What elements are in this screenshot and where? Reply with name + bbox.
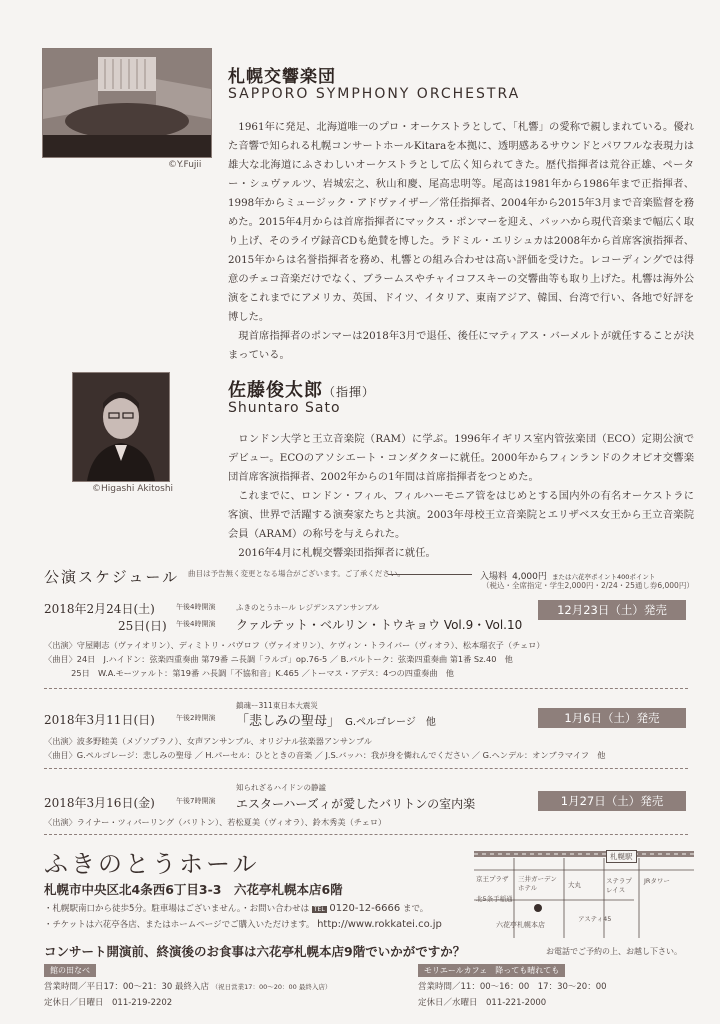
price-points: または六花亭ポイント400ポイント	[551, 573, 656, 581]
photo-credit: ©Higashi Akitoshi	[92, 484, 174, 494]
conductor-bio-paragraph: 2016年4月に札幌交響楽団指揮者に就任。	[238, 547, 436, 559]
concert-time: 午後7時開演	[176, 797, 216, 805]
phone-number[interactable]: 0120-12-6666	[329, 903, 401, 914]
conductor-bio	[228, 430, 694, 563]
shop-hours: 営業時間／11：00～16：00 17：30～20：00	[418, 982, 607, 992]
hours-note: （祝日営業17：00～20：00 最終入店）	[211, 983, 332, 991]
conductor-photo	[72, 372, 170, 482]
concert-series: ふきのとうホール レジデンスアンサンブル	[236, 603, 380, 612]
conductor-role: （指揮）	[323, 385, 376, 399]
schedule-title: 公演スケジュール	[44, 568, 180, 586]
conductor-name-en: Shuntaro Sato	[228, 400, 341, 416]
price-value: 4,000円	[512, 572, 547, 582]
map-label: アスティ45	[578, 915, 612, 923]
orchestra-bio-paragraph: 1961年に発足、北海道唯一のプロ・オーケストラとして、「札響」の愛称で親しまれている。優れた音響で知られる札幌コンサートホールKitaraを本拠に、透明感あるサウンドとパワフルな表現力は雄大な北海道にふさわしいオーケストラとして広く知られてきた。歴代指揮者は荒谷正雄、ペーター・シュヴァルツ、岩城宏之、秋山和慶、尾高忠明等。尾高は1981年から1986年まで正指揮者、1998年からミュージック・アドヴァイザー／常任指揮者、2004年から2015年3月まで音楽監督を務めた。2015年4月からは首席指揮者にマックス・ポンマーを迎え、バッハから現代音楽まで幅広く取り上げ、そのライヴ録音CDも絶賛を博した。ラドミル・エリシュカは2008年から首席客演指揮者、2015年からは名誉指揮者を務め、札響との組み合わせは高い評価を受けた。レコーディングでは得意のチェコ音楽だけでなく、ブラームスやチャイコフスキーの交響曲等も取り上げた。札響は海外公演をこれまでにアメリカ、英国、ドイツ、イタリア、東南アジア、韓国、台湾で行い、各地で好評を博した。	[228, 121, 694, 323]
footer-reserve: お電話でご予約の上、お越し下さい。	[546, 947, 682, 956]
concert-program	[236, 710, 436, 729]
hours-text: 営業時間／平日17：00～21：30 最終入店	[44, 982, 209, 992]
photo-credit: ©Y.Fujii	[168, 160, 202, 170]
map-label: 大丸	[568, 881, 581, 889]
concert-details	[44, 815, 386, 829]
conductor-name-jp	[228, 376, 375, 402]
ticket-text: ・チケットは六花亭各店、またはホームページでご購入いただけます。	[44, 920, 315, 930]
shop-closed: 定休日／日曜日 011-219-2202	[44, 998, 173, 1008]
schedule-note: 曲目は予告無く変更となる場合がございます。ご了承ください。	[188, 569, 405, 578]
map-label: JRタワー	[644, 877, 670, 885]
phone-suffix: まで。	[402, 904, 429, 914]
phone-icon: TEL	[313, 906, 325, 913]
program-line: 〈曲目〉G.ペルゴレージ：悲しみの聖母 ／ H.パーセル：ひとときの音楽 ／ J.S.バッハ：我が身を憐れんでください ／ G.ヘンデル：オンブラマイフ 他	[44, 750, 606, 760]
hall-access	[44, 902, 428, 914]
hall-logo: ふきのとうホール	[44, 850, 260, 878]
concert-series: 鎮魂ー311東日本大震災	[236, 701, 318, 710]
orchestra-title-jp: 札幌交響楽団	[228, 67, 336, 87]
conductor-bio-paragraph: ロンドン大学と王立音楽院（RAM）に学ぶ。1996年イギリス室内管弦楽団（ECO）定期公演でデビュー。ECOのアソシエート・コンダクターに就任。2000年からフィンランドのクオピオ交響楽団首席客演指揮者、2002年からの1年間は首席指揮者をつとめた。	[228, 433, 694, 483]
sale-date-badge: 1月27日（土）発売	[538, 791, 686, 811]
orchestra-bio-paragraph: 現首席指揮者のポンマーは2018年3月で退任、後任にマティアス・バーメルトが就任することが決まっている。	[228, 330, 694, 361]
orchestra-title-en: SAPPORO SYMPHONY ORCHESTRA	[228, 86, 521, 102]
concert-time: 午後2時開演	[176, 714, 216, 722]
concert-details	[44, 638, 545, 680]
sale-date-badge: 12月23日（土）発売	[538, 600, 686, 620]
hall-address: 札幌市中央区北4条西6丁目3-3 六花亭札幌本店6階	[44, 882, 343, 897]
concert-date: 2018年2月24日(土)	[44, 602, 155, 616]
shop-hours	[44, 980, 331, 992]
program-line: 〈曲目〉24日 J.ハイドン：弦楽四重奏曲 第79番 ニ長調「ラルゴ」op.76-5 ／ B.バルトーク：弦楽四重奏曲 第1番 Sz.40 他	[44, 654, 513, 664]
concert-date: 25日(日)	[118, 619, 167, 633]
map-label-station: 札幌駅	[606, 850, 637, 863]
schedule-divider	[388, 574, 472, 575]
price-label: 入場料	[480, 572, 508, 582]
performers: 〈出演〉波多野睦美（メゾソプラノ）、女声アンサンブル、オリジナル弦楽器アンサンブル	[44, 736, 372, 746]
concert-details	[44, 734, 605, 762]
divider	[44, 768, 688, 769]
footer-headline: コンサート開演前、終演後のお食事は六花亭札幌本店9階でいかがですか？	[44, 944, 466, 959]
concert-program: クァルテット・ベルリン・トウキョウ Vol.9・Vol.10	[236, 618, 523, 632]
divider	[44, 834, 688, 835]
map-label: 京王プラザ	[476, 875, 509, 883]
performers: 〈出演〉守屋剛志（ヴァイオリン）、ディミトリ・パヴロフ（ヴァイオリン）、ケヴィン・トライバー（ヴィオラ）、松本瑠衣子（チェロ）	[44, 640, 545, 650]
program-composer: G.ペルゴレージ 他	[345, 717, 436, 728]
program-line: 25日 W.A.モーツァルト：第19番 ハ長調「不協和音」K.465 ／トーマス・アデス：4つの四重奏曲 他	[44, 668, 454, 678]
concert-date: 2018年3月16日(金)	[44, 796, 155, 810]
orchestra-bio	[228, 118, 694, 365]
performers: 〈出演〉ライナー・ツィパーリング（バリトン）、若松夏美（ヴィオラ）、鈴木秀美（チェロ）	[44, 817, 387, 827]
shop-closed: 定休日／水曜日 011-221-2000	[418, 998, 547, 1008]
hall-ticket	[44, 918, 442, 930]
concert-program: エスターハーズィが愛したバリトンの室内楽	[236, 797, 476, 811]
map-label: ステラプレイス	[606, 877, 632, 894]
conductor-name: 佐藤俊太郎	[228, 380, 323, 401]
concert-time: 午後4時開演	[176, 620, 216, 628]
divider	[44, 688, 688, 689]
map-label-shop: 六花亭札幌本店	[496, 921, 545, 929]
orchestra-photo	[42, 48, 212, 158]
shop-name: モリエールカフェ 降っても晴れても	[418, 964, 565, 977]
sale-date-badge: 1月6日（土）発売	[538, 708, 686, 728]
website-link[interactable]: http://www.rokkatei.co.jp	[317, 919, 442, 930]
concert-date: 2018年3月11日(日)	[44, 713, 155, 727]
access-map	[474, 844, 694, 938]
price-note: （税込・全席指定・学生2,000円・2/24・25通し券6,000円）	[482, 581, 694, 590]
concert-series: 知られざるハイドンの静謐	[236, 783, 326, 792]
concert-time: 午後4時開演	[176, 603, 216, 611]
map-label: 三井ガーデンホテル	[518, 875, 557, 892]
program-title: 「悲しみの聖母」	[236, 714, 341, 729]
shop-name: 館の田なべ	[44, 964, 96, 977]
access-text: ・札幌駅南口から徒歩5分。駐車場はございません。・お問い合わせは	[44, 904, 310, 914]
conductor-bio-paragraph: これまでに、ロンドン・フィル、フィルハーモニア管をはじめとする国内外の有名オーケストラに客演、世界で活躍する演奏家たちと共演。2003年母校王立音楽院とエリザベス女王から王立音楽院会員（ARAM）の称号を与えられた。	[228, 490, 694, 540]
map-label: 北5条手稲通	[476, 895, 513, 903]
